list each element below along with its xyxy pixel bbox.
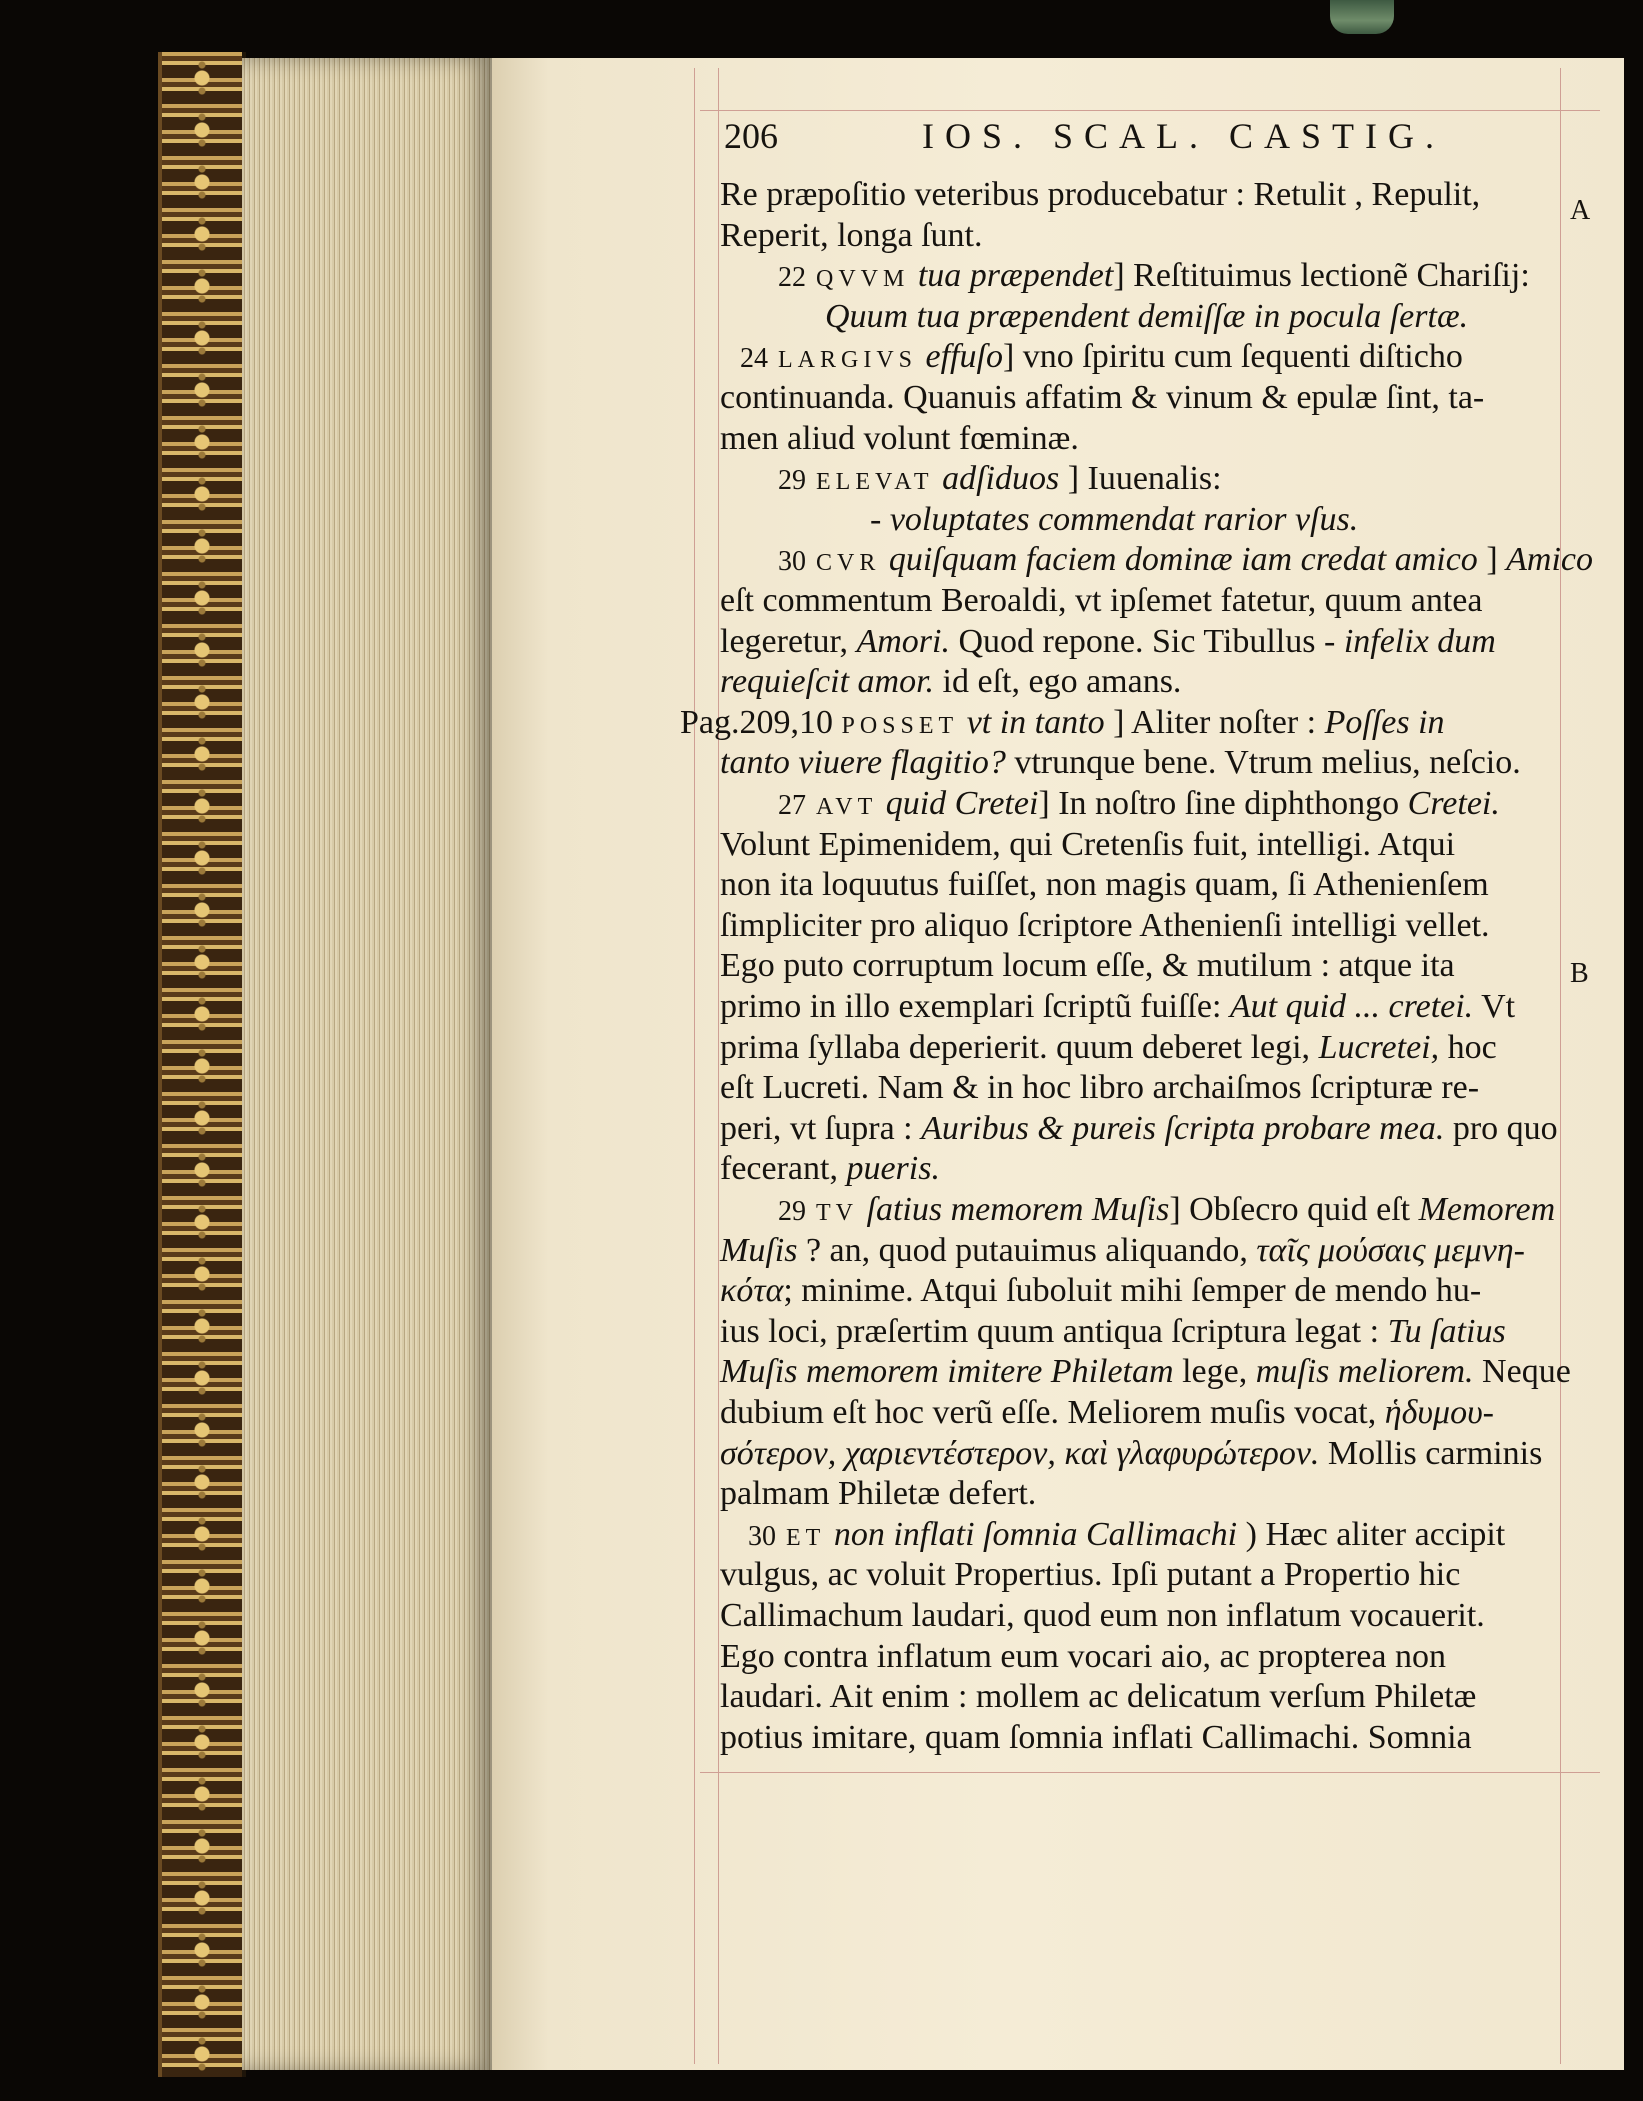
text-segment: Pag.209,10	[680, 704, 842, 741]
italic-text: Poſſes in	[1324, 704, 1445, 741]
text-segment: legeretur,	[720, 623, 857, 660]
text-segment: Neque	[1473, 1353, 1571, 1390]
lemma-caps: TV	[816, 1200, 858, 1226]
text-line	[720, 1149, 1558, 1189]
text-segment: id eſt, ego amans.	[934, 663, 1182, 700]
text-line	[748, 1515, 1586, 1558]
italic-text: - voluptates commendat rarior vſus.	[870, 501, 1359, 538]
text-line	[720, 1637, 1558, 1677]
text-segment: Vt	[1473, 988, 1516, 1025]
italic-text: σότερον, χαριεντέστερον, καὶ γλαφυρώτερον.	[720, 1435, 1320, 1472]
text-segment: ) Hæc aliter accipit	[1237, 1516, 1506, 1553]
text-segment: ? an, quod putauimus aliquando,	[797, 1232, 1257, 1269]
text-line	[720, 216, 1558, 256]
italic-text: non inflati ſomnia Callimachi	[825, 1516, 1238, 1553]
text-segment: vulgus, ac voluit Propertius. Ipſi putant a Propertio hic	[720, 1556, 1461, 1593]
text-line	[680, 703, 1518, 746]
text-line	[720, 175, 1558, 215]
text-line	[720, 987, 1558, 1027]
lemma-caps: AVT	[816, 794, 878, 820]
italic-text: tua præpendet	[909, 257, 1114, 294]
text-line	[720, 1352, 1571, 1392]
text-line	[720, 1393, 1558, 1433]
italic-text: effuſo	[917, 338, 1003, 375]
margin-letter-a: A	[1570, 195, 1591, 226]
top-ruling-line	[700, 110, 1600, 111]
text-segment: ] Aliter noſter :	[1104, 704, 1325, 741]
text-segment: men aliud volunt fœminæ.	[720, 420, 1079, 457]
text-segment: ; minime. Atqui ſuboluit mihi ſemper de mendo hu-	[783, 1272, 1482, 1309]
text-line	[720, 662, 1558, 702]
italic-text: ſatius memorem Muſis	[858, 1191, 1170, 1228]
text-segment: eſt commentum Beroaldi, vt ipſemet fatetur, quum antea	[720, 582, 1483, 619]
text-segment: ] vno ſpiritu cum ſequenti diſticho	[1002, 338, 1463, 375]
italic-text: Cretei.	[1407, 785, 1500, 822]
line-number: 24	[740, 343, 768, 374]
text-segment: Ego contra inflatum eum vocari aio, ac propterea non	[720, 1638, 1446, 1675]
text-line	[720, 1312, 1558, 1352]
text-line	[720, 1068, 1558, 1108]
text-segment: prima ſyllaba deperierit. quum deberet legi,	[720, 1029, 1319, 1066]
lemma-caps: LARGIVS	[778, 347, 918, 373]
italic-text: requieſcit amor.	[720, 663, 935, 700]
gilt-spine-edge	[158, 52, 246, 2077]
text-line	[720, 378, 1558, 418]
text-line	[720, 865, 1558, 905]
italic-text: Aut quid ... cretei.	[1229, 988, 1474, 1025]
text-line	[720, 1434, 1558, 1474]
line-number: 30	[778, 546, 806, 577]
text-segment: Reperit, longa ſunt.	[720, 217, 983, 254]
italic-text: tanto viuere flagitio?	[720, 744, 1006, 781]
text-segment: eſt Lucreti. Nam & in hoc libro archaiſmos ſcripturæ re-	[720, 1069, 1480, 1106]
text-line	[870, 500, 1643, 540]
line-number: 29	[778, 1196, 806, 1227]
page-number: 206	[724, 116, 778, 156]
margin-letter-b: B	[1570, 958, 1589, 989]
text-segment: ſimpliciter pro aliquo ſcriptore Athenienſi intelligi vellet.	[720, 907, 1490, 944]
text-segment: pro quo	[1444, 1110, 1558, 1147]
text-line	[778, 256, 1616, 299]
italic-text: pueris.	[846, 1150, 940, 1187]
text-line	[720, 581, 1558, 621]
text-line	[740, 337, 1578, 380]
lemma-caps: POSSET	[841, 713, 959, 739]
text-line	[720, 1109, 1558, 1149]
text-line	[778, 540, 1616, 583]
text-line	[720, 1474, 1558, 1514]
text-line	[720, 825, 1558, 865]
text-segment: laudari. Ait enim : mollem ac delicatum verſum Philetæ	[720, 1678, 1477, 1715]
italic-text: Auribus & pureis ſcripta probare mea.	[921, 1110, 1445, 1147]
italic-text: ἡδυμου-	[1384, 1394, 1495, 1431]
lemma-caps: QVVM	[816, 266, 910, 292]
text-segment: Re præpoſitio veteribus producebatur : Retulit , Repulit,	[720, 176, 1481, 213]
text-line	[720, 1271, 1558, 1311]
text-segment: non ita loquutus fuiſſet, non magis quam, ſi Athenienſem	[720, 866, 1489, 903]
lemma-caps: ELEVAT	[816, 469, 934, 495]
page-edges	[242, 58, 492, 2070]
running-title: IOS. SCAL. CASTIG.	[922, 116, 1446, 156]
bookmark-ribbon	[1330, 0, 1394, 34]
text-line	[720, 946, 1558, 986]
line-number: 27	[778, 790, 806, 821]
text-segment: palmam Philetæ defert.	[720, 1475, 1037, 1512]
lemma-caps: CVR	[816, 550, 881, 576]
text-line	[720, 622, 1558, 662]
text-line	[720, 906, 1558, 946]
text-segment: Ego puto corruptum locum eſſe, & mutilum : atque ita	[720, 947, 1455, 984]
text-line	[825, 297, 1643, 337]
text-segment: primo in illo exemplari ſcriptũ fuiſſe:	[720, 988, 1230, 1025]
text-segment: continuanda. Quanuis affatim & vinum & epulæ ſint, ta-	[720, 379, 1485, 416]
text-line	[720, 743, 1558, 783]
italic-text: Muſis memorem imitere Philetam	[720, 1353, 1174, 1390]
text-segment: lege,	[1173, 1353, 1256, 1390]
text-segment: fecerant,	[720, 1150, 847, 1187]
bottom-ruling-line	[700, 1772, 1600, 1773]
italic-text: Memorem	[1418, 1191, 1556, 1228]
line-number: 29	[778, 465, 806, 496]
text-segment: dubium eſt hoc verũ eſſe. Meliorem muſis vocat,	[720, 1394, 1385, 1431]
italic-text: κότα	[720, 1272, 784, 1309]
text-line	[720, 1028, 1558, 1068]
italic-text: Amori.	[856, 623, 950, 660]
text-segment: Quod repone. Sic Tibullus -	[949, 623, 1344, 660]
lemma-caps: ET	[786, 1525, 826, 1551]
line-number: 30	[748, 1521, 776, 1552]
text-segment: ] In noſtro ſine diphthongo	[1038, 785, 1408, 822]
left-ruling-line	[718, 68, 719, 2064]
text-segment: hoc	[1439, 1029, 1497, 1066]
italic-text: Quum tua præpendent demiſſæ in pocula ſertæ.	[825, 298, 1469, 335]
text-segment: ] Obſecro quid eſt	[1169, 1191, 1419, 1228]
text-segment: Mollis carminis	[1319, 1435, 1543, 1472]
text-line	[778, 459, 1616, 502]
italic-text: Lucretei,	[1318, 1029, 1440, 1066]
text-segment: vtrunque bene. Vtrum melius, neſcio.	[1005, 744, 1521, 781]
page-header	[724, 115, 1560, 161]
text-line	[720, 1231, 1558, 1271]
italic-text: Muſis	[720, 1232, 798, 1269]
line-number: 22	[778, 262, 806, 293]
text-segment: ] Iuuenalis:	[1059, 460, 1222, 497]
text-line	[778, 1190, 1616, 1233]
text-line	[720, 419, 1558, 459]
text-segment: potius imitare, quam ſomnia inflati Callimachi. Somnia	[720, 1719, 1472, 1756]
text-segment: ]	[1477, 541, 1507, 578]
text-segment: peri, vt ſupra :	[720, 1110, 922, 1147]
text-segment: ] Reſtituimus lectionẽ Chariſij:	[1113, 257, 1530, 294]
italic-text: Tu ſatius	[1387, 1313, 1506, 1350]
italic-text: adſiduos	[933, 460, 1060, 497]
text-segment: Volunt Epimenidem, qui Cretenſis fuit, intelligi. Atqui	[720, 826, 1456, 863]
italic-text: vt in tanto	[958, 704, 1105, 741]
text-line	[720, 1596, 1558, 1636]
italic-text: ταῖς μούσαις μεμνη-	[1256, 1232, 1525, 1269]
text-line	[778, 784, 1616, 827]
italic-text: muſis meliorem.	[1255, 1353, 1474, 1390]
text-segment: ius loci, præſertim quum antiqua ſcriptura legat :	[720, 1313, 1388, 1350]
italic-text: Amico	[1506, 541, 1593, 578]
text-line	[720, 1718, 1558, 1758]
text-segment: Callimachum laudari, quod eum non inflatum vocauerit.	[720, 1597, 1485, 1634]
italic-text: infelix dum	[1343, 623, 1496, 660]
italic-text: quiſquam faciem dominæ iam credat amico	[880, 541, 1478, 578]
italic-text: quid Cretei	[877, 785, 1039, 822]
text-line	[720, 1555, 1558, 1595]
text-line	[720, 1677, 1558, 1717]
left-ruling-line-outer	[694, 68, 695, 2064]
